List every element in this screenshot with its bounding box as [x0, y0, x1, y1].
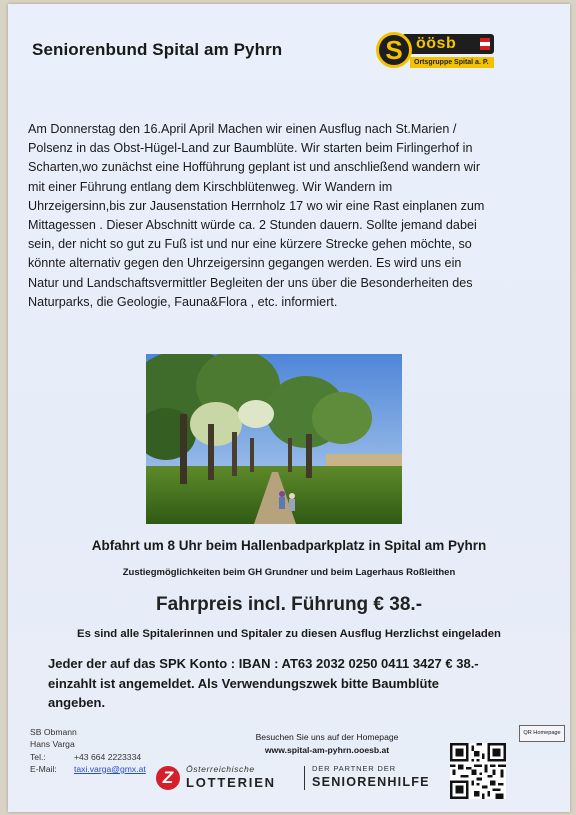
austria-flag-icon [480, 38, 490, 50]
oesb-logo [372, 28, 500, 72]
payment-line: einzahlt ist angemeldet. Als Verwendungszwek bitte Baumblüte [48, 675, 440, 691]
payment-info [48, 654, 538, 713]
contact-phone-row [30, 751, 146, 763]
price-heading: Fahrpreis incl. Führung € 38.- [155, 594, 423, 615]
phone-label: Tel.: [30, 751, 46, 762]
page-title: Seniorenbund Spital am Pyhrn [32, 40, 283, 59]
homepage-block [232, 731, 422, 756]
intro-line: Scharten,wo zunächst eine Hofführung geplant ist und anschließend wandern wir [28, 160, 481, 175]
departure-info: Abfahrt um 8 Uhr beim Hallenbadparkplatz in Spital am Pyhrn [91, 538, 487, 553]
email-label: E-Mail: [30, 763, 57, 774]
logo-subtitle: Ortsgruppe Spital a. P. [410, 57, 494, 68]
logo-word: öösb [416, 35, 457, 52]
lotterien-sponsor-logo [156, 762, 446, 796]
homepage-url[interactable]: www.spital-am-pyhrn.ooesb.at [264, 744, 390, 755]
partner-text: DER PARTNER DER [312, 764, 396, 773]
email-link[interactable]: taxi.varga@gmx.at [74, 763, 146, 774]
logo-bar [402, 34, 494, 54]
sponsor-divider [304, 766, 305, 790]
phone-number: +43 664 2223334 [74, 751, 142, 762]
intro-line: Polsenz in das Obst-Hügel-Land zur Baumblüte. Wir starten beim Firlingerhof in [28, 141, 473, 156]
payment-line: Jeder der auf das SPK Konto : IBAN : AT63 2032 0250 0411 3427 € 38.- [48, 656, 479, 671]
intro-line: Uhrzeigersinn,bis zur Jausenstation Herrnholz 17 wo wir eine Rast einplanen zum [28, 198, 485, 213]
intro-text [28, 120, 548, 312]
tree-alley-photo [146, 354, 402, 524]
homepage-visit-text: Besuchen Sie uns auf der Homepage [255, 732, 399, 742]
qr-code-icon[interactable] [450, 743, 506, 799]
invitation-text: Es sind alle Spitalerinnen und Spitaler zu diesen Ausflug Herzlichst eingeladen [77, 628, 501, 640]
payment-line: angeben. [48, 695, 106, 710]
intro-line: Mittagessen . Dieser Abschnitt würde ca. 2 Stunden dauern. Sollte jemand dabei [28, 218, 477, 233]
contact-name: Hans Varga [30, 739, 75, 750]
lotterien-small-text: Österreichische [186, 764, 255, 774]
intro-line: mit einer Führung entlang dem Kirschblütenweg. Wir Wandern im [28, 179, 393, 194]
contact-role: SB Obmann [30, 727, 77, 737]
logo-letter: S [376, 32, 412, 68]
intro-line: Naturparks, die Geologie, Fauna&Flora , etc. informiert. [28, 294, 338, 309]
qr-label: QR Homepage [519, 725, 565, 742]
intro-line: Am Donnerstag den 16.April April Machen wir einen Ausflug nach St.Marien / [28, 122, 457, 136]
intro-line: könnte alternativ gegen den Uhrzeigersinn gegangen werden. Es wird uns ein [28, 256, 462, 271]
lotterien-wordmark: LOTTERIEN [186, 775, 276, 790]
flyer-sheet [8, 4, 570, 812]
intro-line: Natur und Landschaftsvermittler Begleiten der uns über die Besonderheiten des [28, 275, 473, 290]
intro-line: sein, der nicht so gut zu Fuß ist und nur eine kürzere Strecke gehen möchte, so [28, 237, 472, 252]
contact-email-row [30, 763, 146, 775]
contact-block [30, 726, 146, 775]
lotterien-mark: Z [156, 766, 180, 790]
boarding-info: Zustiegmöglichkeiten beim GH Grundner und beim Lagerhaus Roßleithen [122, 567, 456, 578]
seniorenhilfe-text: SENIORENHILFE [312, 775, 430, 789]
